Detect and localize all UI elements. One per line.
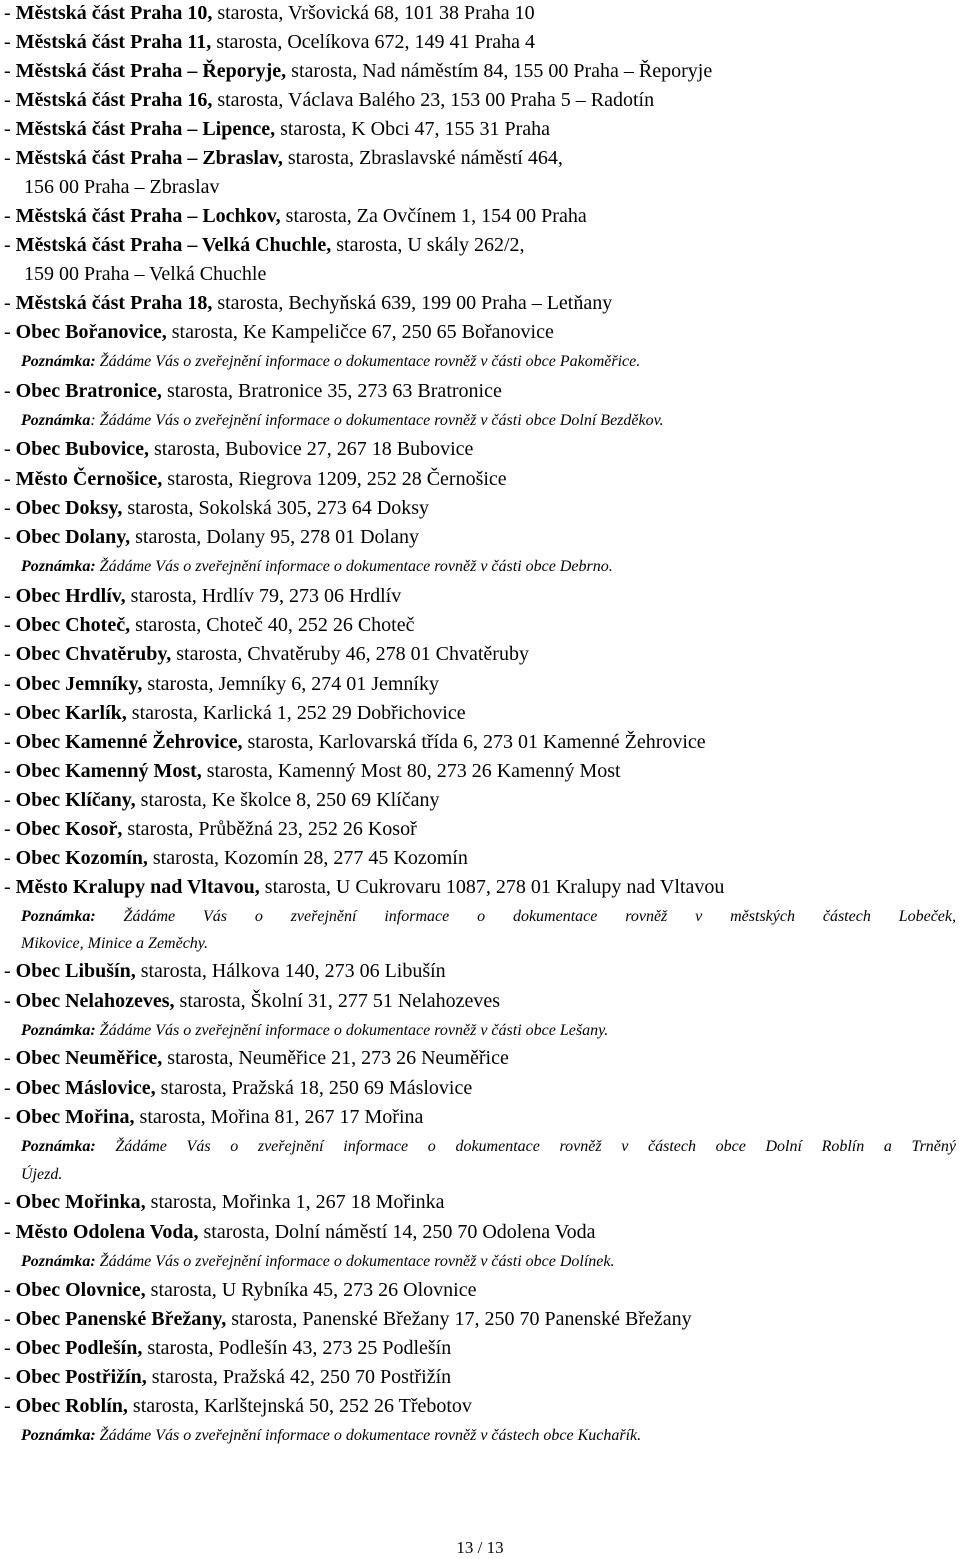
entity-name: Městská část Praha 11, [15, 31, 212, 53]
entity-address: starosta, Dolní náměstí 14, 250 70 Odolena Voda [198, 1221, 596, 1243]
list-bullet: - [4, 818, 16, 840]
entity-address: starosta, Václava Balého 23, 153 00 Praha 5 – Radotín [212, 89, 655, 111]
entity-name: Obec Hrdlív, [15, 585, 126, 607]
note-label: Poznámka [21, 412, 91, 429]
note-text: Žádáme Vás o zveřejnění informace o dokumentace rovněž v městských částech Lobeček, [95, 908, 956, 925]
list-bullet: - [4, 468, 16, 490]
entity-address: starosta, Karlická 1, 252 29 Dobřichovice [126, 702, 466, 724]
entity-address: starosta, Jemníky 6, 274 01 Jemníky [142, 673, 439, 695]
list-item [4, 319, 956, 345]
list-bullet: - [4, 89, 16, 111]
list-bullet: - [4, 876, 16, 898]
entity-address: starosta, Bratronice 35, 273 63 Bratronice [161, 380, 502, 402]
entity-name: Obec Mořina, [15, 1106, 135, 1128]
entity-name: Obec Bratronice, [15, 380, 162, 402]
entity-address: starosta, U Cukrovaru 1087, 278 01 Kralupy nad Vltavou [259, 876, 725, 898]
note-text: : Žádáme Vás o zveřejnění informace o dokumentace rovněž v části obce Dolní Bezděkov. [90, 412, 664, 429]
list-item [4, 612, 956, 638]
list-item [4, 0, 956, 26]
entity-address: starosta, Za Ovčínem 1, 154 00 Praha [280, 205, 587, 227]
entity-name: Obec Choteč, [15, 614, 131, 636]
list-item-continuation: 156 00 Praha – Zbraslav [24, 176, 220, 198]
note-line [21, 1020, 956, 1042]
list-item [4, 816, 956, 842]
list-bullet: - [4, 497, 16, 519]
list-item [4, 87, 956, 113]
entity-address: starosta, U Rybníka 45, 273 26 Olovnice [145, 1279, 477, 1301]
list-bullet: - [4, 789, 16, 811]
list-item [4, 758, 956, 784]
list-item [4, 116, 956, 142]
list-bullet: - [4, 1077, 16, 1099]
list-bullet: - [4, 1308, 16, 1330]
entity-name: Městská část Praha – Lipence, [15, 118, 276, 140]
entity-name: Obec Chvatěruby, [15, 643, 172, 665]
entity-address: starosta, Ocelíkova 672, 149 41 Praha 4 [211, 31, 536, 53]
list-bullet: - [4, 847, 16, 869]
list-bullet: - [4, 205, 16, 227]
entity-name: Obec Karlík, [15, 702, 127, 724]
entity-name: Obec Klíčany, [15, 789, 136, 811]
entity-name: Obec Neuměřice, [15, 1047, 163, 1069]
entity-name: Obec Kozomín, [15, 847, 148, 869]
list-item [4, 524, 956, 550]
list-bullet: - [4, 731, 16, 753]
note-continuation: Újezd. [21, 1166, 63, 1183]
note-line [21, 556, 956, 578]
entity-address: starosta, Pražská 42, 250 70 Postřižín [146, 1366, 452, 1388]
entity-name: Obec Kosoř, [15, 818, 123, 840]
entity-name: Obec Olovnice, [15, 1279, 146, 1301]
list-bullet: - [4, 60, 16, 82]
entity-name: Obec Jemníky, [15, 673, 143, 695]
entity-address: starosta, Panenské Břežany 17, 250 70 Panenské Břežany [226, 1308, 692, 1330]
list-item [4, 58, 956, 84]
list-bullet: - [4, 1221, 16, 1243]
note-label: Poznámka: [21, 558, 96, 575]
list-item [4, 29, 956, 55]
entity-address: starosta, Neuměřice 21, 273 26 Neuměřice [162, 1047, 509, 1069]
list-item [4, 290, 956, 316]
list-item [4, 1306, 956, 1332]
list-bullet: - [4, 1337, 16, 1359]
entity-name: Město Černošice, [15, 468, 163, 490]
list-item [4, 583, 956, 609]
note-line [21, 1425, 956, 1447]
entity-address: starosta, Ke školce 8, 250 69 Klíčany [135, 789, 440, 811]
note-label: Poznámka: [21, 1022, 96, 1039]
list-bullet: - [4, 118, 16, 140]
entity-name: Městská část Praha – Řeporyje, [15, 60, 287, 82]
entity-address: starosta, Mořina 81, 267 17 Mořina [134, 1106, 424, 1128]
note-label: Poznámka: [21, 1138, 96, 1155]
list-item [4, 671, 956, 697]
entity-name: Obec Bořanovice, [15, 321, 167, 343]
entity-address: starosta, Podlešín 43, 273 25 Podlešín [142, 1337, 452, 1359]
list-item [4, 1335, 956, 1361]
list-item [4, 641, 956, 667]
list-item [4, 988, 956, 1014]
list-bullet: - [4, 438, 16, 460]
note-line [21, 351, 956, 373]
entity-name: Obec Kamenné Žehrovice, [15, 731, 243, 753]
entity-address: starosta, Vršovická 68, 101 38 Praha 10 [212, 2, 535, 24]
list-item [4, 729, 956, 755]
entity-address: starosta, Sokolská 305, 273 64 Doksy [122, 497, 430, 519]
entity-name: Městská část Praha – Velká Chuchle, [15, 234, 332, 256]
entity-address: starosta, Školní 31, 277 51 Nelahozeves [174, 990, 501, 1012]
list-bullet: - [4, 1047, 16, 1069]
entity-address: starosta, Kozomín 28, 277 45 Kozomín [147, 847, 468, 869]
page-number: 13 / 13 [456, 1538, 504, 1557]
list-item [4, 1189, 956, 1215]
list-bullet: - [4, 960, 16, 982]
entity-address: starosta, Kamenný Most 80, 273 26 Kamenný Most [201, 760, 621, 782]
list-bullet: - [4, 1395, 16, 1417]
list-item [4, 466, 956, 492]
list-item [4, 1393, 956, 1419]
note-line [21, 410, 956, 432]
entity-address: starosta, Karlštejnská 50, 252 26 Třebotov [127, 1395, 472, 1417]
note-line [21, 906, 956, 928]
note-text: Žádáme Vás o zveřejnění informace o dokumentace rovněž v části obce Lešany. [95, 1022, 609, 1039]
list-item [4, 378, 956, 404]
list-item [4, 495, 956, 521]
list-bullet: - [4, 990, 16, 1012]
entity-address: starosta, Riegrova 1209, 252 28 Černošice [162, 468, 507, 490]
entity-address: starosta, Ke Kampeličce 67, 250 65 Bořanovice [166, 321, 554, 343]
list-item [4, 700, 956, 726]
list-bullet: - [4, 702, 16, 724]
entity-address: starosta, Bechyňská 639, 199 00 Praha – Letňany [212, 292, 613, 314]
list-bullet: - [4, 1279, 16, 1301]
list-bullet: - [4, 526, 16, 548]
entity-name: Obec Máslovice, [15, 1077, 156, 1099]
entity-name: Městská část Praha – Zbraslav, [15, 147, 283, 169]
entity-address: starosta, K Obci 47, 155 31 Praha [275, 118, 551, 140]
entity-name: Obec Roblín, [15, 1395, 128, 1417]
list-bullet: - [4, 31, 16, 53]
note-continuation: Mikovice, Minice a Zeměchy. [21, 935, 209, 952]
note-text: Žádáme Vás o zveřejnění informace o dokumentace rovněž v části obce Debrno. [95, 558, 613, 575]
list-bullet: - [4, 673, 16, 695]
entity-address: starosta, Dolany 95, 278 01 Dolany [130, 526, 419, 548]
entity-address: starosta, Průběžná 23, 252 26 Kosoř [122, 818, 417, 840]
entity-name: Obec Bubovice, [15, 438, 150, 460]
list-bullet: - [4, 760, 16, 782]
note-text: Žádáme Vás o zveřejnění informace o dokumentace rovněž v částech obce Dolní Roblín a Trněný [95, 1138, 956, 1155]
entity-name: Obec Mořinka, [15, 1191, 146, 1213]
list-item [4, 436, 956, 462]
note-text: Žádáme Vás o zveřejnění informace o dokumentace rovněž v částech obce Kuchařík. [95, 1427, 642, 1444]
entity-name: Obec Dolany, [15, 526, 131, 548]
list-bullet: - [4, 2, 16, 24]
list-item [4, 203, 956, 229]
entity-address: starosta, Hrdlív 79, 273 06 Hrdlív [125, 585, 402, 607]
entity-name: Obec Libušín, [15, 960, 136, 982]
list-item [4, 845, 956, 871]
entity-name: Obec Podlešín, [15, 1337, 143, 1359]
entity-name: Město Kralupy nad Vltavou, [15, 876, 260, 898]
entity-address: starosta, Choteč 40, 252 26 Choteč [130, 614, 415, 636]
entity-address: starosta, Hálkova 140, 273 06 Libušín [135, 960, 446, 982]
note-label: Poznámka: [21, 1427, 96, 1444]
list-bullet: - [4, 380, 16, 402]
entity-name: Městská část Praha – Lochkov, [15, 205, 281, 227]
entity-name: Obec Panenské Břežany, [15, 1308, 227, 1330]
list-bullet: - [4, 1106, 16, 1128]
entity-address: starosta, Nad náměstím 84, 155 00 Praha – Řeporyje [286, 60, 713, 82]
list-bullet: - [4, 147, 16, 169]
list-item [4, 1364, 956, 1390]
entity-address: starosta, Bubovice 27, 267 18 Bubovice [149, 438, 474, 460]
entity-name: Obec Doksy, [15, 497, 123, 519]
list-bullet: - [4, 292, 16, 314]
list-item [4, 787, 956, 813]
note-label: Poznámka: [21, 908, 96, 925]
list-item [4, 1219, 956, 1245]
list-item [4, 958, 956, 984]
entity-name: Městská část Praha 10, [15, 2, 213, 24]
list-bullet: - [4, 1366, 16, 1388]
list-item [4, 1277, 956, 1303]
note-text: Žádáme Vás o zveřejnění informace o dokumentace rovněž v části obce Dolínek. [95, 1253, 615, 1270]
list-bullet: - [4, 643, 16, 665]
list-item [4, 232, 956, 258]
entity-address: starosta, Zbraslavské náměstí 464, [282, 147, 563, 169]
entity-address: starosta, Karlovarská třída 6, 273 01 Kamenné Žehrovice [242, 731, 706, 753]
list-bullet: - [4, 234, 16, 256]
entity-name: Městská část Praha 18, [15, 292, 213, 314]
list-item [4, 145, 956, 171]
entity-name: Obec Postřižín, [15, 1366, 147, 1388]
entity-address: starosta, Chvatěruby 46, 278 01 Chvatěruby [171, 643, 529, 665]
entity-address: starosta, Pražská 18, 250 69 Máslovice [155, 1077, 473, 1099]
list-bullet: - [4, 585, 16, 607]
entity-name: Město Odolena Voda, [15, 1221, 199, 1243]
note-line [21, 1136, 956, 1158]
note-label: Poznámka: [21, 1253, 96, 1270]
list-bullet: - [4, 321, 16, 343]
entity-name: Obec Nelahozeves, [15, 990, 175, 1012]
entity-address: starosta, U skály 262/2, [331, 234, 525, 256]
list-bullet: - [4, 614, 16, 636]
list-item [4, 1075, 956, 1101]
entity-name: Obec Kamenný Most, [15, 760, 202, 782]
list-item [4, 1104, 956, 1130]
list-item-continuation: 159 00 Praha – Velká Chuchle [24, 263, 267, 285]
list-bullet: - [4, 1191, 16, 1213]
list-item [4, 1045, 956, 1071]
entity-address: starosta, Mořinka 1, 267 18 Mořinka [145, 1191, 445, 1213]
list-item [4, 874, 956, 900]
entity-name: Městská část Praha 16, [15, 89, 213, 111]
note-text: Žádáme Vás o zveřejnění informace o dokumentace rovněž v části obce Pakoměřice. [95, 353, 641, 370]
note-line [21, 1251, 956, 1273]
note-label: Poznámka: [21, 353, 96, 370]
